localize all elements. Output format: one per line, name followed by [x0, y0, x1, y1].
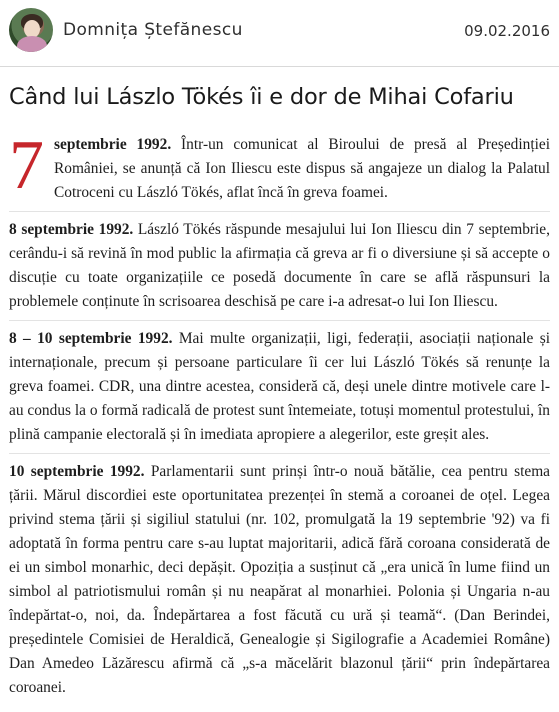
post-date: 09.02.2016: [464, 22, 550, 40]
avatar-body: [17, 36, 47, 52]
article-title[interactable]: Când lui Lászlo Tökés îi e dor de Mihai Cofariu: [9, 84, 514, 110]
paragraph-text: László Tökés răspunde mesajului lui Ion Iliescu din 7 septembrie, cerându-i să revină în mod public la afirmația că greva ar fi o diversiune și să accepte o discuție cu toate organizațiile ce posedă documente în care se află răspunsuri la problemele conținute în scrisoarea deschisă pe care i-a adresat-o lui Ion Iliescu.: [9, 221, 550, 310]
article-paragraph-2: [9, 218, 550, 321]
article-paragraph-4: [9, 460, 550, 706]
author-avatar[interactable]: [9, 8, 53, 52]
article-paragraph-1: [9, 127, 550, 212]
paragraph-date-label: 8 septembrie 1992.: [9, 221, 134, 238]
paragraph-text: Mai multe organizații, ligi, federații, asociații naționale și internaționale, precum și persoane particulare îi cer lui László Tökés să renunțe la greva foamei. CDR, una dintre acestea, consideră că, deși unele dintre motivele care l-au condus la o formă radicală de protest sunt întemeiate, totuși momentul protestului, în plină campanie electorală și în imediata apropiere a alegerilor, este greșit ales.: [9, 330, 550, 443]
paragraph-date-label: 8 – 10 septembrie 1992.: [9, 330, 173, 347]
post-header: [0, 0, 559, 67]
article-paragraph-3: [9, 327, 550, 454]
article-body: [9, 127, 551, 712]
paragraph-text: Parlamentarii sunt prinși într-o nouă bătălie, cea pentru stema țării. Mărul discordiei este oportunitatea prezenței în stemă a coroanei de oțel. Legea privind stema țării și sigiliul statului (nr. 102, promulgată la 19 septembrie '92) va fi adoptată în forma pentru care s-au luptat majoritarii, adică fără coroana considerată de ei un simbol monarhic, deci depășit. Opoziția a susținut că „era unică în lume fiind un simbol al patriotismului român și nu neapărat al monarhiei. Polonia și Ungaria n-au îndepărtat-o, noi, da. Îndepărtarea a fost făcută cu ură și teamă“. (Dan Berindei, președintele Comisiei de Heraldică, Genealogie și Sigilografie a Academiei Române) Dan Amedeo Lăzărescu afirmă că „s-a măcelărit blazonul țării“ prin îndepărtarea coroanei.: [9, 463, 551, 696]
paragraph-text: Într-un comunicat al Biroului de presă al Președinției României, se anunță că Ion Iliescu este dispus să angajeze un dialog la Palatul Cotroceni cu László Tökés, aflat încă în greva foamei.: [54, 136, 550, 201]
paragraph-date-label: 10 septembrie 1992.: [9, 463, 145, 480]
author-name[interactable]: Domnița Ștefănescu: [63, 20, 243, 40]
drop-cap: 7: [9, 127, 44, 204]
paragraph-date-label: septembrie 1992.: [54, 136, 172, 153]
